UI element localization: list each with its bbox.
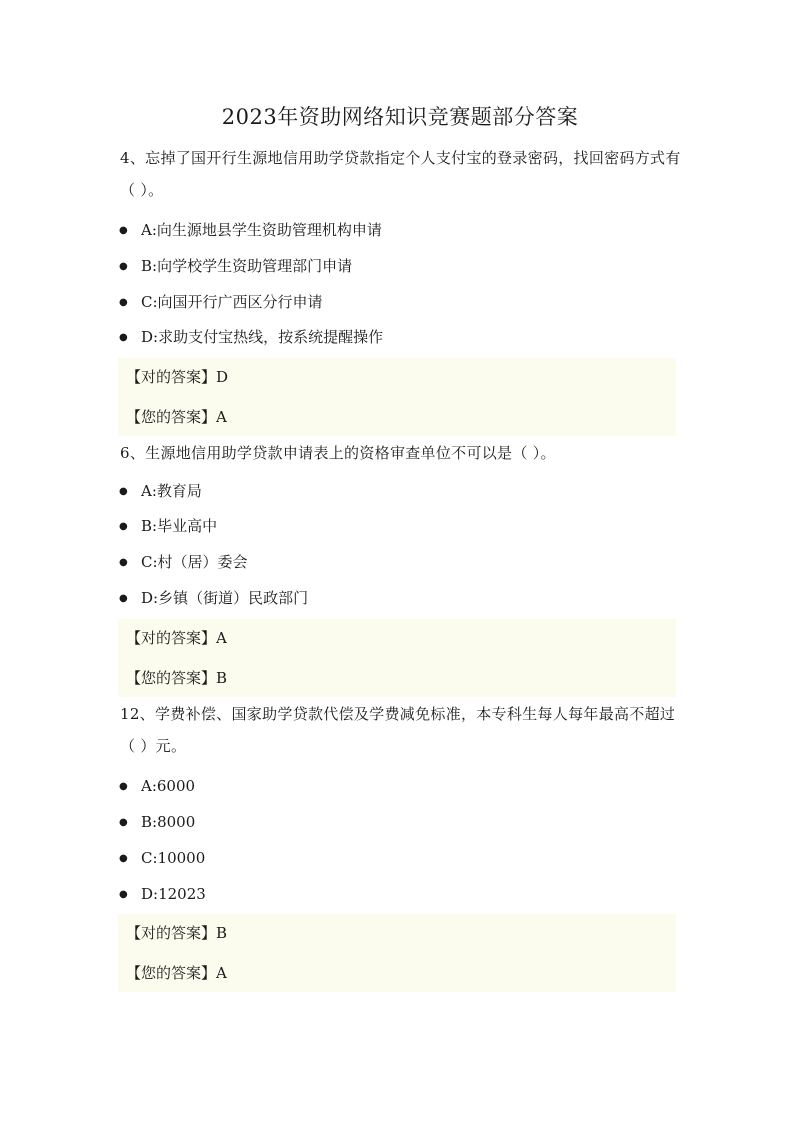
correct-answer: 【对的答案】D <box>126 368 229 386</box>
question-4-option-d <box>119 325 679 350</box>
option-label: D:12023 <box>141 885 206 903</box>
option-label: B:毕业高中 <box>141 517 218 535</box>
bullet-icon: ● <box>119 593 128 604</box>
option-label: D:求助支付宝热线，按系统提醒操作 <box>141 328 384 346</box>
option-label: C:10000 <box>141 849 206 867</box>
question-6-option-c <box>119 550 679 575</box>
bullet-icon: ● <box>119 781 128 792</box>
option-label: A:向生源地县学生资助管理机构申请 <box>141 221 382 239</box>
question-4-answer-box <box>118 358 676 436</box>
option-label: C:向国开行广西区分行申请 <box>141 293 323 311</box>
question-12-option-b <box>119 810 679 835</box>
question-12-option-c <box>119 846 679 871</box>
correct-answer: 【对的答案】A <box>126 629 227 647</box>
question-4-option-b <box>119 254 679 279</box>
bullet-icon: ● <box>119 889 128 900</box>
bullet-icon: ● <box>119 557 128 568</box>
option-label: B:8000 <box>141 813 196 831</box>
question-4-text: 4、忘掉了国开行生源地信用助学贷款指定个人支付宝的登录密码，找回密码方式有（ ）。 <box>120 149 681 199</box>
option-label: C:村（居）委会 <box>141 553 248 571</box>
question-4-option-c <box>119 290 679 315</box>
your-answer: 【您的答案】A <box>126 408 227 426</box>
bullet-icon: ● <box>119 225 128 236</box>
question-6-answer-box <box>118 619 676 697</box>
question-4-option-a <box>119 218 679 243</box>
document-title: 2023年资助网络知识竞赛题部分答案 <box>221 105 579 129</box>
your-answer: 【您的答案】B <box>126 669 228 687</box>
bullet-icon: ● <box>119 853 128 864</box>
correct-answer: 【对的答案】B <box>126 924 228 942</box>
question-12-answer-box <box>118 914 676 992</box>
question-6-text: 6、生源地信用助学贷款申请表上的资格审查单位不可以是（ ）。 <box>120 444 556 462</box>
question-12-option-d <box>119 882 679 907</box>
bullet-icon: ● <box>119 521 128 532</box>
bullet-icon: ● <box>119 332 128 343</box>
question-6-option-b <box>119 514 679 539</box>
option-label: B:向学校学生资助管理部门申请 <box>141 257 353 275</box>
bullet-icon: ● <box>119 486 128 497</box>
your-answer: 【您的答案】A <box>126 964 227 982</box>
bullet-icon: ● <box>119 297 128 308</box>
option-label: A:6000 <box>141 777 196 795</box>
question-12-option-a <box>119 774 679 799</box>
bullet-icon: ● <box>119 817 128 828</box>
question-6-option-a <box>119 479 679 504</box>
question-6-option-d <box>119 586 679 611</box>
option-label: A:教育局 <box>141 482 202 500</box>
bullet-icon: ● <box>119 261 128 272</box>
option-label: D:乡镇（街道）民政部门 <box>141 589 309 607</box>
question-12-text: 12、学费补偿、国家助学贷款代偿及学费减免标准，本专科生每人每年最高不超过（ ）元。 <box>120 705 676 755</box>
